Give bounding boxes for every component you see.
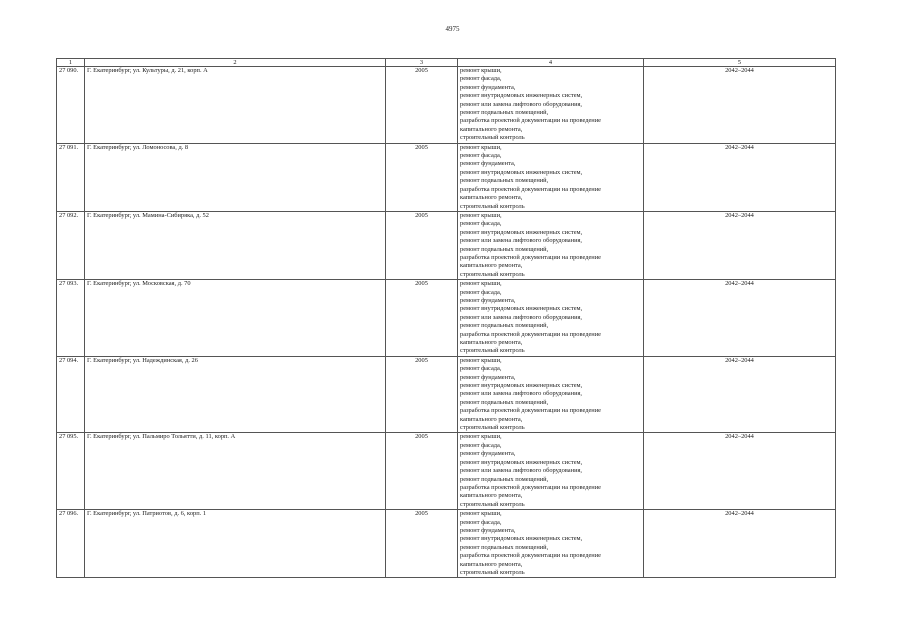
- row-number: 27 094.: [57, 356, 85, 433]
- repair-work-item: ремонт крыши,: [460, 433, 502, 441]
- commissioning-year: 2005: [386, 356, 458, 433]
- table-body: [57, 67, 836, 578]
- commissioning-year: 2005: [386, 280, 458, 357]
- table-header: [57, 59, 836, 67]
- repair-work-item: капитального ремонта,: [460, 415, 523, 423]
- repair-work-item: ремонт фасада,: [460, 518, 502, 526]
- table-row: [57, 67, 836, 144]
- repair-works-list: [458, 510, 644, 578]
- repair-work-item: строительный контроль: [460, 134, 525, 142]
- repair-work-item: ремонт подвальных помещений,: [460, 177, 549, 185]
- repair-work-item: строительный контроль: [460, 568, 525, 576]
- repair-work-item: разработка проектной документации на проведение: [460, 185, 601, 193]
- repair-works-list: [458, 143, 644, 211]
- repair-work-item: разработка проектной документации на проведение: [460, 552, 601, 560]
- column-header-2: 2: [85, 59, 386, 67]
- column-header-1: 1: [57, 59, 85, 67]
- repair-work-item: ремонт крыши,: [460, 211, 502, 219]
- repair-work-item: капитального ремонта,: [460, 492, 523, 500]
- building-address: Г. Екатеринбург, ул. Патриотов, д. 6, корп. 1: [85, 510, 386, 578]
- page-number: 4975: [445, 25, 460, 33]
- repair-work-item: строительный контроль: [460, 500, 525, 508]
- header-row: [57, 59, 836, 67]
- repair-work-item: ремонт подвальных помещений,: [460, 543, 549, 551]
- repair-work-item: ремонт или замена лифтового оборудования,: [460, 467, 583, 475]
- repair-work-item: ремонт подвальных помещений,: [460, 322, 549, 330]
- repair-work-item: разработка проектной документации на проведение: [460, 330, 601, 338]
- repair-works-list: [458, 356, 644, 433]
- repair-work-item: строительный контроль: [460, 270, 525, 278]
- table-row: [57, 143, 836, 211]
- repair-work-item: ремонт фасада,: [460, 220, 502, 228]
- repair-work-item: ремонт внутридомовых инженерных систем,: [460, 92, 583, 100]
- column-header-3: 3: [386, 59, 458, 67]
- repair-work-item: разработка проектной документации на проведение: [460, 407, 601, 415]
- repair-work-item: ремонт подвальных помещений,: [460, 398, 549, 406]
- repair-work-item: ремонт или замена лифтового оборудования,: [460, 237, 583, 245]
- repair-work-item: ремонт подвальных помещений,: [460, 245, 549, 253]
- repair-work-item: ремонт внутридомовых инженерных систем,: [460, 168, 583, 176]
- building-address: Г. Екатеринбург, ул. Культуры, д. 21, корп. А: [85, 67, 386, 144]
- repair-work-item: ремонт внутридомовых инженерных систем,: [460, 228, 583, 236]
- repair-work-item: ремонт крыши,: [460, 280, 502, 288]
- building-address: Г. Екатеринбург, ул. Мамина-Сибиряка, д. 52: [85, 211, 386, 279]
- commissioning-year: 2005: [386, 143, 458, 211]
- row-number: 27 091.: [57, 143, 85, 211]
- row-number: 27 092.: [57, 211, 85, 279]
- repair-work-item: разработка проектной документации на проведение: [460, 253, 601, 261]
- repair-work-item: ремонт или замена лифтового оборудования,: [460, 390, 583, 398]
- repair-work-item: ремонт крыши,: [460, 67, 502, 74]
- repair-work-item: ремонт фасада,: [460, 75, 502, 83]
- repair-work-item: ремонт или замена лифтового оборудования,: [460, 100, 583, 108]
- repair-work-item: капитального ремонта,: [460, 262, 523, 270]
- repair-work-item: ремонт фундамента,: [460, 373, 516, 381]
- capital-repair-table: [56, 58, 836, 578]
- repair-work-item: ремонт крыши,: [460, 143, 502, 151]
- commissioning-year: 2005: [386, 67, 458, 144]
- repair-work-item: ремонт внутридомовых инженерных систем,: [460, 458, 583, 466]
- repair-work-item: ремонт фундамента,: [460, 296, 516, 304]
- repair-work-item: капитального ремонта,: [460, 339, 523, 346]
- planned-period: 2042–2044: [644, 67, 836, 144]
- repair-work-item: разработка проектной документации на проведение: [460, 117, 601, 125]
- repair-works-list: [458, 280, 644, 357]
- repair-work-item: ремонт фасада,: [460, 441, 502, 449]
- repair-work-item: ремонт или замена лифтового оборудования,: [460, 313, 583, 321]
- planned-period: 2042–2044: [644, 510, 836, 578]
- repair-work-item: ремонт подвальных помещений,: [460, 475, 549, 483]
- repair-work-item: капитального ремонта,: [460, 194, 523, 202]
- table-row: [57, 510, 836, 578]
- repair-work-item: ремонт внутридомовых инженерных систем,: [460, 305, 583, 313]
- repair-work-item: ремонт фасада,: [460, 365, 502, 373]
- row-number: 27 095.: [57, 433, 85, 510]
- table-row: [57, 280, 836, 357]
- repair-works-list: [458, 433, 644, 510]
- table-row: [57, 356, 836, 433]
- repair-work-item: строительный контроль: [460, 347, 525, 355]
- repair-work-item: капитального ремонта,: [460, 125, 523, 133]
- column-header-4: 4: [458, 59, 644, 67]
- repair-work-item: ремонт крыши,: [460, 356, 502, 364]
- repair-work-item: разработка проектной документации на проведение: [460, 483, 601, 491]
- repair-work-item: ремонт внутридомовых инженерных систем,: [460, 535, 583, 543]
- repair-work-item: ремонт фасада,: [460, 288, 502, 296]
- commissioning-year: 2005: [386, 433, 458, 510]
- building-address: Г. Екатеринбург, ул. Надеждинская, д. 26: [85, 356, 386, 433]
- planned-period: 2042–2044: [644, 433, 836, 510]
- repair-works-list: [458, 67, 644, 144]
- repair-works-list: [458, 211, 644, 279]
- repair-work-item: ремонт внутридомовых инженерных систем,: [460, 382, 583, 390]
- repair-work-item: капитального ремонта,: [460, 560, 523, 568]
- repair-work-item: строительный контроль: [460, 424, 525, 432]
- commissioning-year: 2005: [386, 211, 458, 279]
- column-header-5: 5: [644, 59, 836, 67]
- repair-work-item: ремонт фасада,: [460, 152, 502, 160]
- repair-work-item: ремонт фундамента,: [460, 83, 516, 91]
- commissioning-year: 2005: [386, 510, 458, 578]
- planned-period: 2042–2044: [644, 211, 836, 279]
- row-number: 27 096.: [57, 510, 85, 578]
- building-address: Г. Екатеринбург, ул. Московская, д. 70: [85, 280, 386, 357]
- building-address: Г. Екатеринбург, ул. Ломоносова, д. 8: [85, 143, 386, 211]
- planned-period: 2042–2044: [644, 356, 836, 433]
- planned-period: 2042–2044: [644, 143, 836, 211]
- repair-work-item: ремонт подвальных помещений,: [460, 109, 549, 117]
- repair-work-item: ремонт крыши,: [460, 510, 502, 518]
- building-address: Г. Екатеринбург, ул. Пальмиро Тольятти, д. 11, корп. А: [85, 433, 386, 510]
- planned-period: 2042–2044: [644, 280, 836, 357]
- table-row: [57, 433, 836, 510]
- table-row: [57, 211, 836, 279]
- repair-work-item: ремонт фундамента,: [460, 160, 516, 168]
- row-number: 27 090.: [57, 67, 85, 144]
- row-number: 27 093.: [57, 280, 85, 357]
- repair-work-item: ремонт фундамента,: [460, 526, 516, 534]
- repair-work-item: ремонт фундамента,: [460, 450, 516, 458]
- repair-work-item: строительный контроль: [460, 202, 525, 210]
